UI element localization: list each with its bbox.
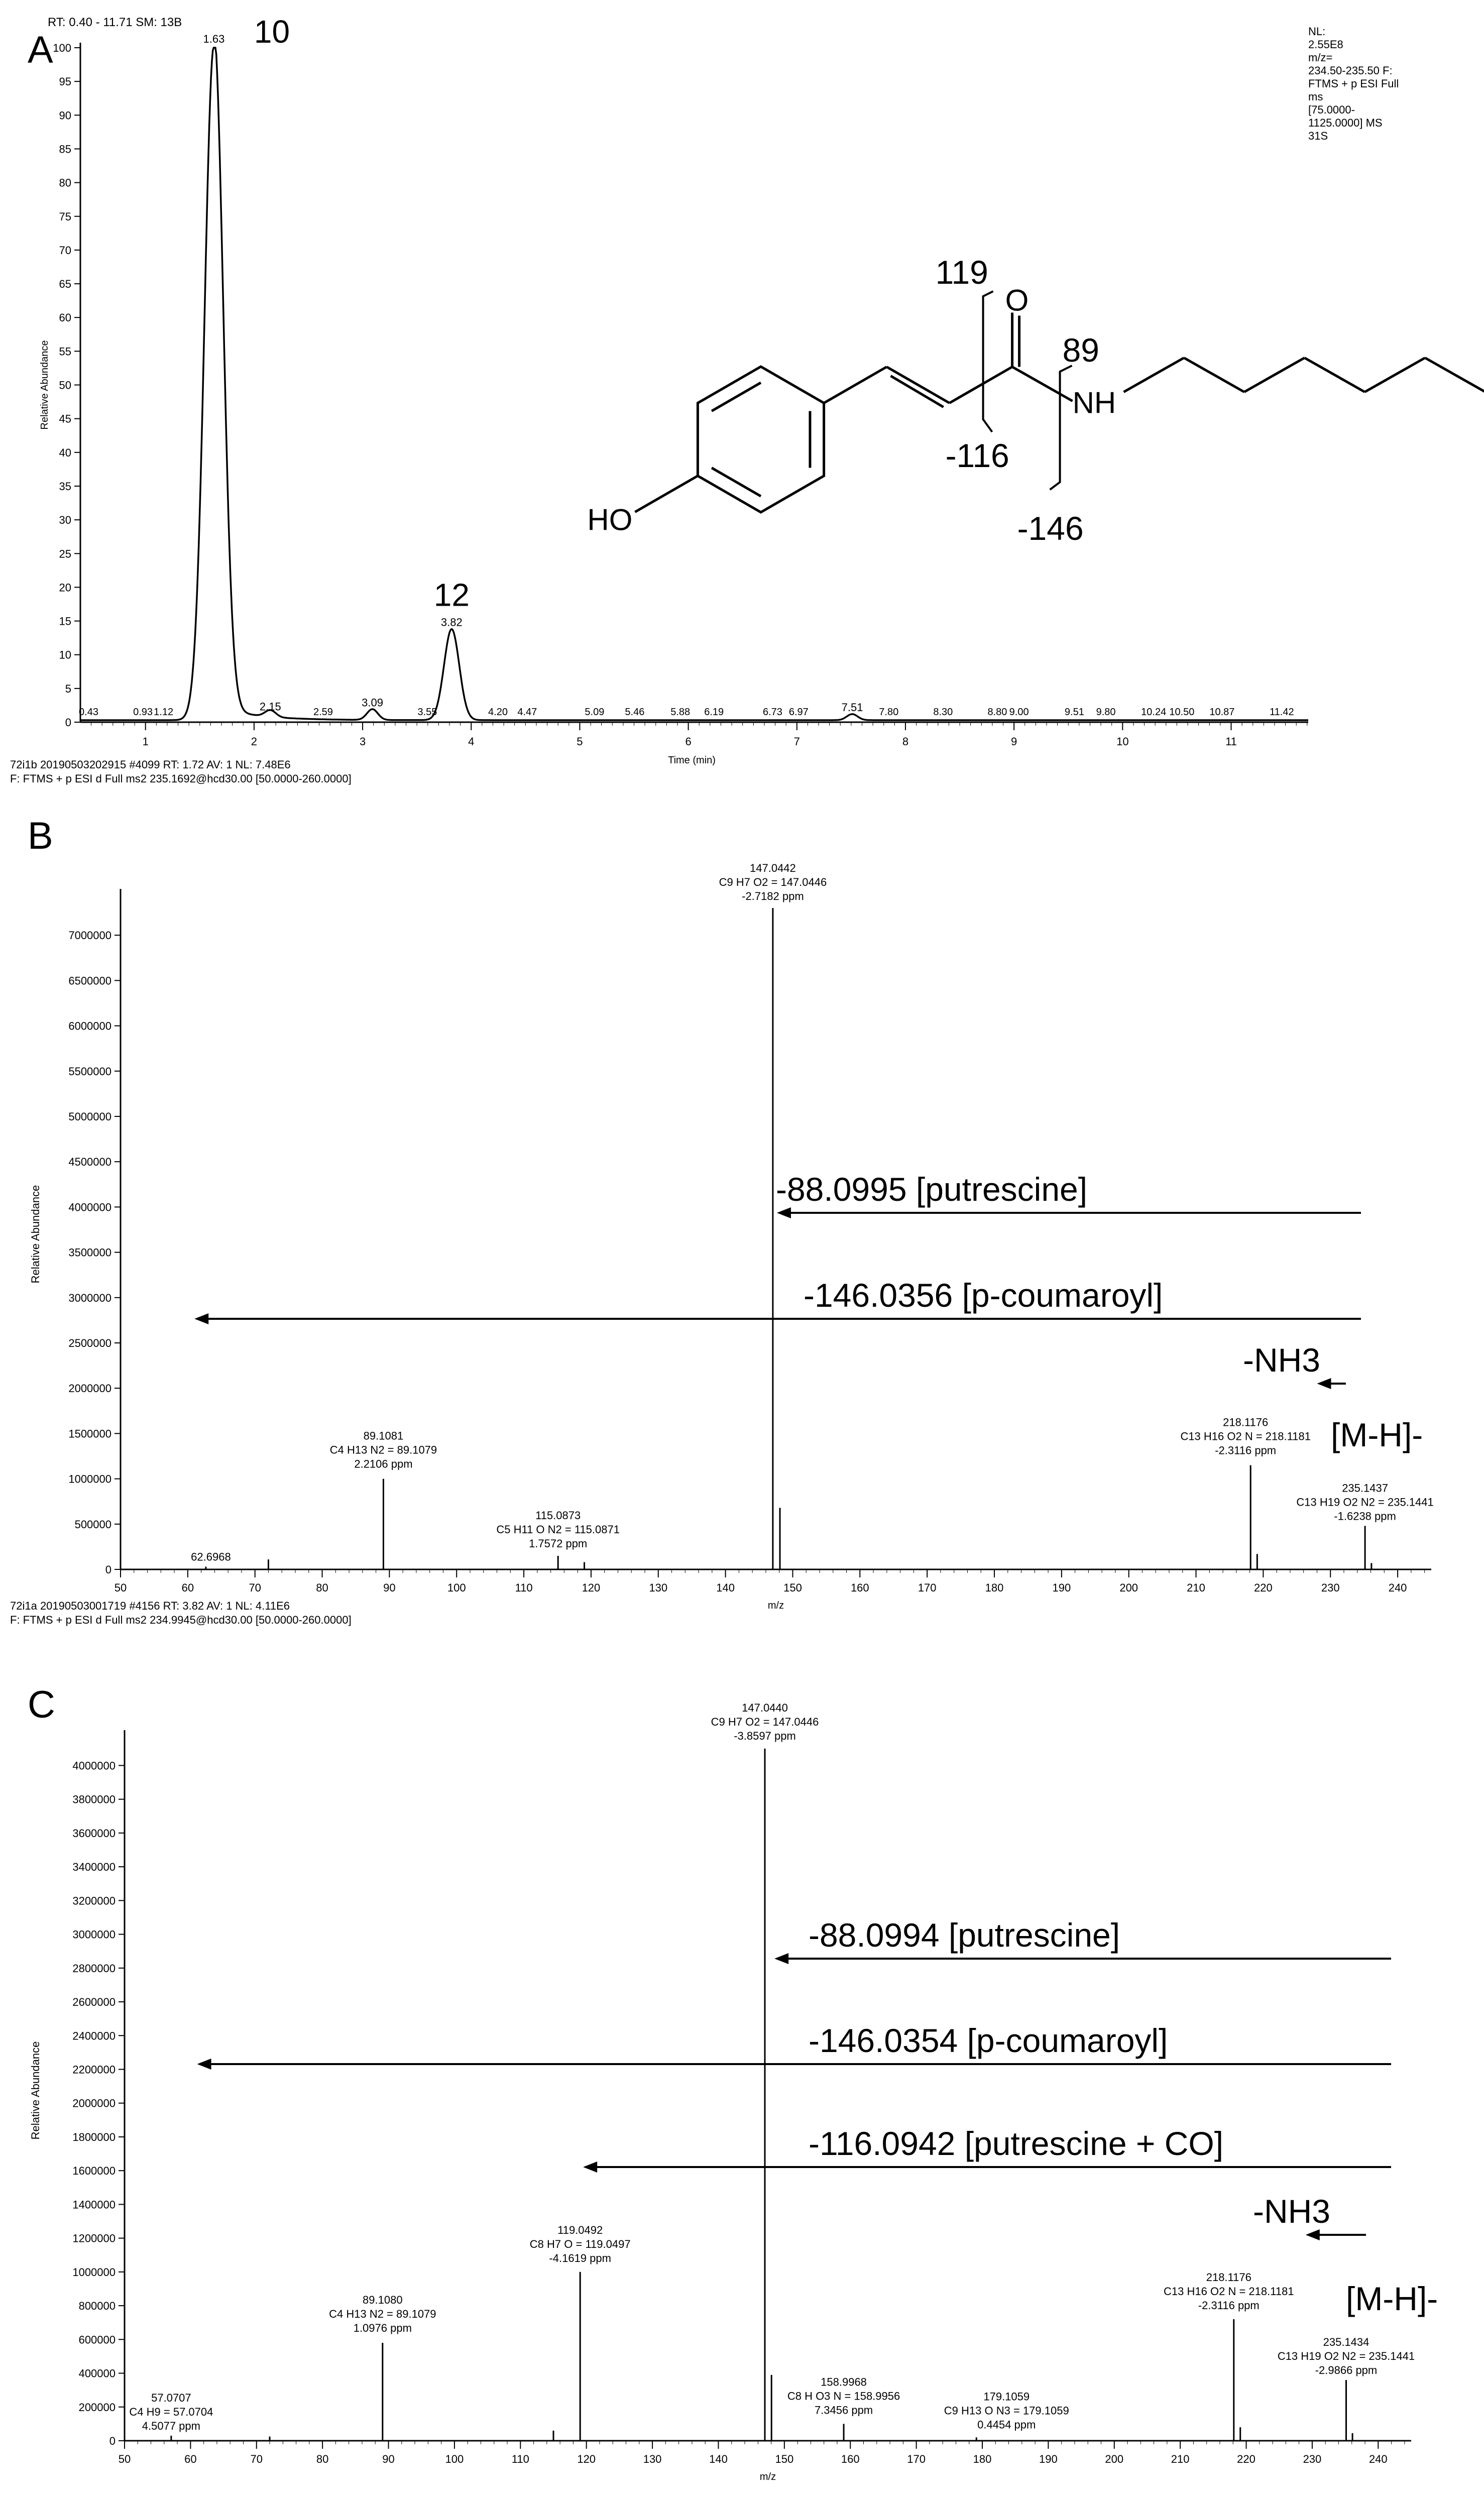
panel-a-info-line: m/z=	[1308, 51, 1333, 64]
panel-a-y-tick-label: 80	[59, 176, 71, 189]
x-tick-label: 50	[114, 1581, 127, 1594]
panel-a-y-tick-label: 30	[59, 514, 71, 527]
structure-chain-bond	[1124, 358, 1184, 392]
peak-label: 179.1059	[983, 2390, 1030, 2403]
peak-label: C8 H7 O = 119.0497	[529, 2237, 631, 2250]
panel-a-x-tick-label: 3	[359, 735, 366, 748]
loss-annotation: -116.0942 [putrescine + CO]	[809, 2125, 1224, 2162]
y-tick-label: 2500000	[68, 1336, 111, 1349]
panel-a-baseline-label: 6.19	[704, 707, 724, 718]
panel-a-baseline-label: 4.47	[517, 707, 537, 718]
y-tick-label: 3800000	[72, 1793, 116, 1806]
peak-label: -2.7182 ppm	[742, 890, 804, 903]
y-tick-label: 1500000	[68, 1427, 111, 1440]
peak-label: -4.1619 ppm	[549, 2251, 611, 2264]
x-tick-label: 170	[907, 2453, 926, 2465]
peak-label: C13 H16 O2 N = 218.1181	[1180, 1430, 1311, 1443]
y-axis-label: Relative Abundance	[29, 2041, 42, 2140]
peak-label: 89.1080	[363, 2294, 403, 2307]
panel-a-header: RT: 0.40 - 11.71 SM: 13B	[48, 16, 182, 29]
panel-a-y-tick-label: 95	[59, 75, 71, 88]
panel-a-baseline-label: 5.46	[625, 707, 645, 718]
x-tick-label: 210	[1187, 1581, 1205, 1594]
loss-arrow-head	[194, 1313, 208, 1324]
x-tick-label: 90	[382, 2453, 395, 2465]
panel-a-chromatogram-trace	[80, 48, 1308, 720]
panel-a-info-line: 1125.0000] MS	[1308, 117, 1383, 129]
y-tick-label: 1000000	[68, 1472, 111, 1486]
loss-arrow-head	[1306, 2229, 1320, 2240]
panel-a-x-tick-label: 1	[142, 735, 149, 748]
peak-label: -2.9866 ppm	[1315, 2363, 1378, 2376]
x-tick-label: 200	[1105, 2453, 1124, 2465]
precursor-ion-label: [M-H]-	[1331, 1416, 1423, 1453]
panel-a-baseline-label: 2.59	[313, 707, 333, 718]
panel-a-x-label: Time (min)	[668, 755, 716, 766]
x-tick-label: 200	[1119, 1581, 1138, 1594]
y-tick-label: 3000000	[72, 1928, 116, 1941]
structure-chain-bond	[1365, 358, 1425, 392]
x-tick-label: 160	[841, 2453, 860, 2465]
structure-fragment-89: 89	[1062, 331, 1099, 369]
panel-a-x-tick-label: 9	[1011, 735, 1017, 748]
y-tick-label: 4500000	[68, 1156, 111, 1169]
peak-label: C9 H7 O2 = 147.0446	[711, 1715, 819, 1728]
y-tick-label: 2000000	[68, 1382, 111, 1395]
x-tick-label: 160	[850, 1581, 869, 1594]
x-tick-label: 70	[249, 1581, 261, 1594]
peak-label: C13 H16 O2 N = 218.1181	[1164, 2285, 1294, 2298]
peak-label: 147.0440	[742, 1701, 788, 1714]
panel-a-baseline-label: 8.80	[987, 707, 1007, 718]
panel-a-y-tick-label: 35	[59, 480, 71, 493]
panel-a-info-line: 2.55E8	[1308, 38, 1343, 51]
y-tick-label: 2600000	[72, 1996, 116, 2009]
loss-annotation: -88.0994 [putrescine]	[809, 1916, 1120, 1954]
x-tick-label: 240	[1368, 2453, 1388, 2465]
panel-a-y-tick-label: 25	[59, 547, 71, 560]
y-tick-label: 1400000	[72, 2198, 116, 2211]
panel-c-ms2-spectrum	[10, 1600, 1438, 2482]
peak-label: C8 H O3 N = 158.9956	[787, 2390, 900, 2403]
y-tick-label: 600000	[78, 2333, 116, 2346]
panel-a-x-tick-label: 10	[1116, 735, 1129, 748]
y-tick-label: 2400000	[72, 2029, 116, 2042]
x-tick-label: 240	[1388, 1581, 1407, 1594]
y-tick-label: 500000	[74, 1518, 111, 1531]
y-tick-label: 3500000	[68, 1246, 111, 1259]
x-tick-label: 50	[118, 2453, 131, 2465]
panel-a-y-tick-label: 50	[59, 379, 71, 392]
panel-a-y-tick-label: 60	[59, 311, 71, 324]
panel-a-x-tick-label: 7	[793, 735, 800, 748]
loss-annotation: -NH3	[1253, 2193, 1331, 2230]
panel-a-y-tick-label: 5	[65, 682, 71, 695]
structure-chain-bond	[1305, 358, 1365, 392]
x-tick-label: 110	[511, 2453, 529, 2465]
panel-a-y-tick-label: 15	[59, 615, 71, 628]
panel-a-y-tick-label: 0	[65, 716, 71, 729]
y-tick-label: 2000000	[72, 2097, 116, 2110]
panel-a-x-tick-label: 11	[1225, 735, 1237, 748]
x-tick-label: 150	[775, 2453, 794, 2465]
y-tick-label: 6000000	[68, 1019, 111, 1033]
peak-label: -1.6238 ppm	[1334, 1510, 1396, 1523]
y-tick-label: 800000	[78, 2300, 116, 2313]
peak-label: 4.5077 ppm	[142, 2419, 200, 2432]
peak-label: C13 H19 O2 N2 = 235.1441	[1296, 1496, 1434, 1509]
panel-a-y-tick-label: 85	[59, 143, 71, 156]
structure-fragment-119: 119	[935, 254, 988, 291]
peak-label: C13 H19 O2 N2 = 235.1441	[1277, 2349, 1415, 2362]
panel-a-baseline-label: 11.42	[1270, 707, 1294, 718]
structure-bond	[887, 367, 950, 403]
panel-a-info-line: NL:	[1308, 25, 1326, 38]
panel-a-y-tick-label: 90	[59, 109, 71, 122]
x-tick-label: 90	[383, 1581, 396, 1594]
structure-chain-bond	[1244, 358, 1305, 392]
loss-arrow-head	[1317, 1378, 1331, 1389]
panel-a-peak-label: 1.63	[203, 33, 225, 45]
panel-a-peak-label: 2.15	[259, 700, 281, 713]
loss-annotation: -NH3	[1243, 1341, 1321, 1379]
peak-label: 218.1176	[1206, 2270, 1251, 2284]
x-axis-label: m/z	[759, 2471, 776, 2482]
precursor-ion-label: [M-H]-	[1346, 2280, 1438, 2317]
panel-a-y-label: Relative Abundance	[39, 340, 50, 430]
peak-label: 235.1434	[1323, 2335, 1369, 2348]
panel-a-x-tick-label: 5	[577, 735, 583, 748]
y-tick-label: 5500000	[68, 1065, 111, 1078]
peak-label: 218.1176	[1223, 1416, 1269, 1429]
peak-label: 235.1437	[1342, 1482, 1388, 1495]
panel-a-info-line: [75.0000-	[1308, 103, 1355, 116]
panel-a-baseline-label: 5.88	[670, 707, 691, 718]
panel-letter: C	[28, 1683, 55, 1726]
peak-label: 115.0873	[535, 1509, 581, 1522]
panel-a-baseline-label: 0.93	[133, 707, 153, 718]
peak-label: C9 H13 O N3 = 179.1059	[944, 2404, 1069, 2417]
y-tick-label: 3000000	[68, 1291, 111, 1304]
x-tick-label: 60	[184, 2453, 197, 2465]
x-tick-label: 110	[515, 1581, 533, 1594]
y-tick-label: 1800000	[72, 2130, 116, 2143]
structure-aromatic-bond	[712, 383, 761, 411]
loss-arrow-head	[774, 1953, 788, 1964]
x-tick-label: 180	[973, 2453, 992, 2465]
y-tick-label: 4000000	[68, 1201, 111, 1214]
panel-a-y-tick-label: 40	[59, 446, 71, 459]
panel-a-y-tick-label: 10	[59, 648, 71, 661]
panel-a-baseline-label: 5.09	[585, 707, 605, 718]
loss-arrow-head	[197, 2059, 211, 2070]
structure-cleavage-bracket	[983, 291, 993, 432]
panel-a-baseline-label: 9.80	[1096, 707, 1116, 718]
panel-header-line: 72i1b 20190503202915 #4099 RT: 1.72 AV: 1 NL: 7.48E6	[10, 758, 291, 771]
y-axis-label: Relative Abundance	[29, 1185, 42, 1284]
structure-benzene-ring	[698, 367, 824, 512]
peak-label: 1.7572 ppm	[529, 1537, 588, 1550]
y-tick-label: 6500000	[68, 974, 111, 987]
loss-annotation: -146.0356 [p-coumaroyl]	[804, 1277, 1163, 1314]
panel-a-baseline-label: 7.80	[879, 707, 899, 718]
y-tick-label: 3600000	[72, 1827, 116, 1840]
panel-a-baseline-label: 6.73	[762, 707, 782, 718]
x-tick-label: 120	[577, 2453, 596, 2465]
structure-fragment-146: -146	[1017, 510, 1084, 547]
structure-chain-bond	[1425, 358, 1484, 392]
peak-label: 1.0976 ppm	[353, 2322, 412, 2335]
panel-header-line: F: FTMS + p ESI d Full ms2 234.9945@hcd30.00 [50.0000-260.0000]	[10, 1614, 352, 1626]
panel-b-ms2-spectrum	[10, 758, 1434, 1611]
panel-a-structure	[587, 254, 1484, 547]
panel-a-baseline-label: 4.20	[488, 707, 508, 718]
panel-letter: B	[28, 815, 53, 857]
panel-a-baseline-label: 1.12	[154, 707, 174, 718]
y-tick-label: 3400000	[72, 1861, 116, 1874]
structure-atom-nh: NH	[1072, 386, 1116, 420]
x-tick-label: 230	[1303, 2453, 1322, 2465]
y-tick-label: 4000000	[72, 1759, 116, 1772]
panel-a-peak-label: 3.09	[362, 696, 383, 709]
x-tick-label: 220	[1237, 2453, 1255, 2465]
x-tick-label: 190	[1039, 2453, 1058, 2465]
panel-a-baseline-label: 9.51	[1064, 707, 1084, 718]
x-tick-label: 80	[316, 2453, 329, 2465]
peak-label: C9 H7 O2 = 147.0446	[719, 876, 827, 889]
loss-annotation: -88.0995 [putrescine]	[776, 1171, 1088, 1208]
structure-aromatic-bond	[712, 468, 761, 497]
panel-a-baseline-label: 0.43	[79, 707, 98, 718]
peak-label: 89.1081	[363, 1429, 404, 1442]
x-tick-label: 140	[709, 2453, 728, 2465]
panel-a-peak-label: 7.51	[841, 701, 863, 714]
panel-a-x-tick-label: 4	[468, 735, 475, 748]
panel-a-info-line: ms	[1308, 90, 1323, 103]
structure-cleavage-bracket	[1050, 366, 1072, 490]
structure-bond	[635, 476, 698, 512]
x-tick-label: 140	[716, 1581, 735, 1594]
x-tick-label: 230	[1321, 1581, 1340, 1594]
peak-label: -2.3116 ppm	[1198, 2299, 1260, 2312]
structure-bond	[1012, 367, 1073, 401]
peak-label: 0.4454 ppm	[977, 2418, 1036, 2431]
panel-a-y-tick-label: 65	[59, 278, 71, 291]
x-tick-label: 150	[783, 1581, 802, 1594]
y-tick-label: 7000000	[68, 929, 111, 942]
structure-double-bond	[891, 376, 944, 407]
x-tick-label: 170	[918, 1581, 937, 1594]
y-tick-label: 3200000	[72, 1894, 116, 1907]
x-tick-label: 100	[445, 2453, 464, 2465]
x-tick-label: 70	[250, 2453, 263, 2465]
x-tick-label: 80	[316, 1581, 328, 1594]
peak-label: -2.3116 ppm	[1215, 1444, 1277, 1457]
panel-a-baseline-label: 10.50	[1169, 707, 1195, 718]
panel-a-y-tick-label: 100	[53, 42, 71, 54]
panel-a-baseline-label: 3.55	[417, 707, 437, 718]
loss-arrow-head	[777, 1207, 791, 1218]
panel-a-y-tick-label: 20	[59, 581, 71, 594]
peak-label: C4 H13 N2 = 89.1079	[329, 1443, 437, 1456]
panel-a-baseline-label: 6.97	[788, 707, 809, 718]
y-tick-label: 0	[109, 2435, 116, 2447]
structure-atom-o: O	[1005, 283, 1029, 317]
x-tick-label: 190	[1052, 1581, 1071, 1594]
x-tick-label: 220	[1254, 1581, 1273, 1594]
panel-a-x-tick-label: 2	[251, 735, 258, 748]
x-tick-label: 130	[643, 2453, 662, 2465]
x-tick-label: 180	[985, 1581, 1004, 1594]
structure-bond	[824, 367, 887, 403]
panel-a-baseline-label: 9.00	[1009, 707, 1029, 718]
y-tick-label: 2200000	[72, 2063, 116, 2076]
y-tick-label: 5000000	[68, 1110, 111, 1123]
y-tick-label: 2800000	[72, 1962, 116, 1975]
panel-a-baseline-label: 10.24	[1141, 707, 1167, 718]
panel-a-y-tick-label: 75	[59, 210, 71, 223]
y-tick-label: 1000000	[72, 2265, 116, 2279]
peak-label: 158.9968	[821, 2375, 867, 2389]
panel-a-y-tick-label: 55	[59, 345, 71, 358]
y-tick-label: 1200000	[72, 2232, 116, 2245]
panel-header-line: 72i1a 20190503001719 #4156 RT: 3.82 AV: 1 NL: 4.11E6	[10, 1600, 290, 1612]
x-tick-label: 120	[582, 1581, 601, 1594]
peak-label: C4 H13 N2 = 89.1079	[329, 2308, 436, 2321]
panel-header-line: F: FTMS + p ESI d Full ms2 235.1692@hcd30.00 [50.0000-260.0000]	[10, 772, 352, 785]
panel-a-info-line: FTMS + p ESI Full	[1308, 77, 1399, 90]
panel-a-x-tick-label: 6	[685, 735, 692, 748]
x-tick-label: 210	[1171, 2453, 1190, 2465]
y-tick-label: 200000	[78, 2401, 116, 2414]
panel-a-baseline-label: 8.30	[933, 707, 953, 718]
peak-label: 119.0492	[557, 2223, 603, 2236]
panel-a-x-tick-label: 8	[902, 735, 909, 748]
panel-a-compound-label: 12	[433, 577, 470, 613]
structure-atom-ho: HO	[587, 503, 633, 537]
panel-a-y-tick-label: 70	[59, 244, 71, 257]
panel-a-peak-label: 3.82	[440, 616, 463, 629]
x-tick-label: 60	[181, 1581, 194, 1594]
peak-label: C4 H9 = 57.0704	[129, 2405, 213, 2418]
panel-a-info-line: 31S	[1308, 130, 1328, 142]
panel-a-compound-label: 10	[254, 14, 290, 50]
peak-label: C5 H11 O N2 = 115.0871	[496, 1523, 620, 1536]
peak-label: -3.8597 ppm	[734, 1729, 796, 1742]
y-tick-label: 0	[105, 1563, 111, 1576]
peak-label: 7.3456 ppm	[814, 2404, 873, 2417]
structure-chain-bond	[1184, 358, 1244, 392]
panel-a-info-line: 234.50-235.50 F:	[1308, 64, 1393, 77]
structure-fragment-116: -116	[945, 437, 1009, 474]
structure-bond	[950, 367, 1012, 403]
peak-label: 62.6968	[191, 1550, 231, 1563]
peak-label: 2.2106 ppm	[354, 1457, 413, 1470]
x-tick-label: 100	[447, 1581, 466, 1594]
peak-label: 147.0442	[750, 862, 796, 875]
loss-arrow-head	[583, 2162, 597, 2173]
panel-a-y-tick-label: 45	[59, 412, 71, 425]
panel-a-chromatogram	[28, 14, 1484, 766]
panel-a-letter: A	[28, 29, 53, 71]
panel-a-baseline-label: 10.87	[1209, 707, 1235, 718]
peak-label: 57.0707	[151, 2391, 191, 2404]
loss-annotation: -146.0354 [p-coumaroyl]	[809, 2022, 1168, 2059]
y-tick-label: 400000	[78, 2367, 116, 2380]
y-tick-label: 1600000	[72, 2165, 116, 2178]
x-axis-label: m/z	[767, 1600, 784, 1611]
x-tick-label: 130	[649, 1581, 668, 1594]
